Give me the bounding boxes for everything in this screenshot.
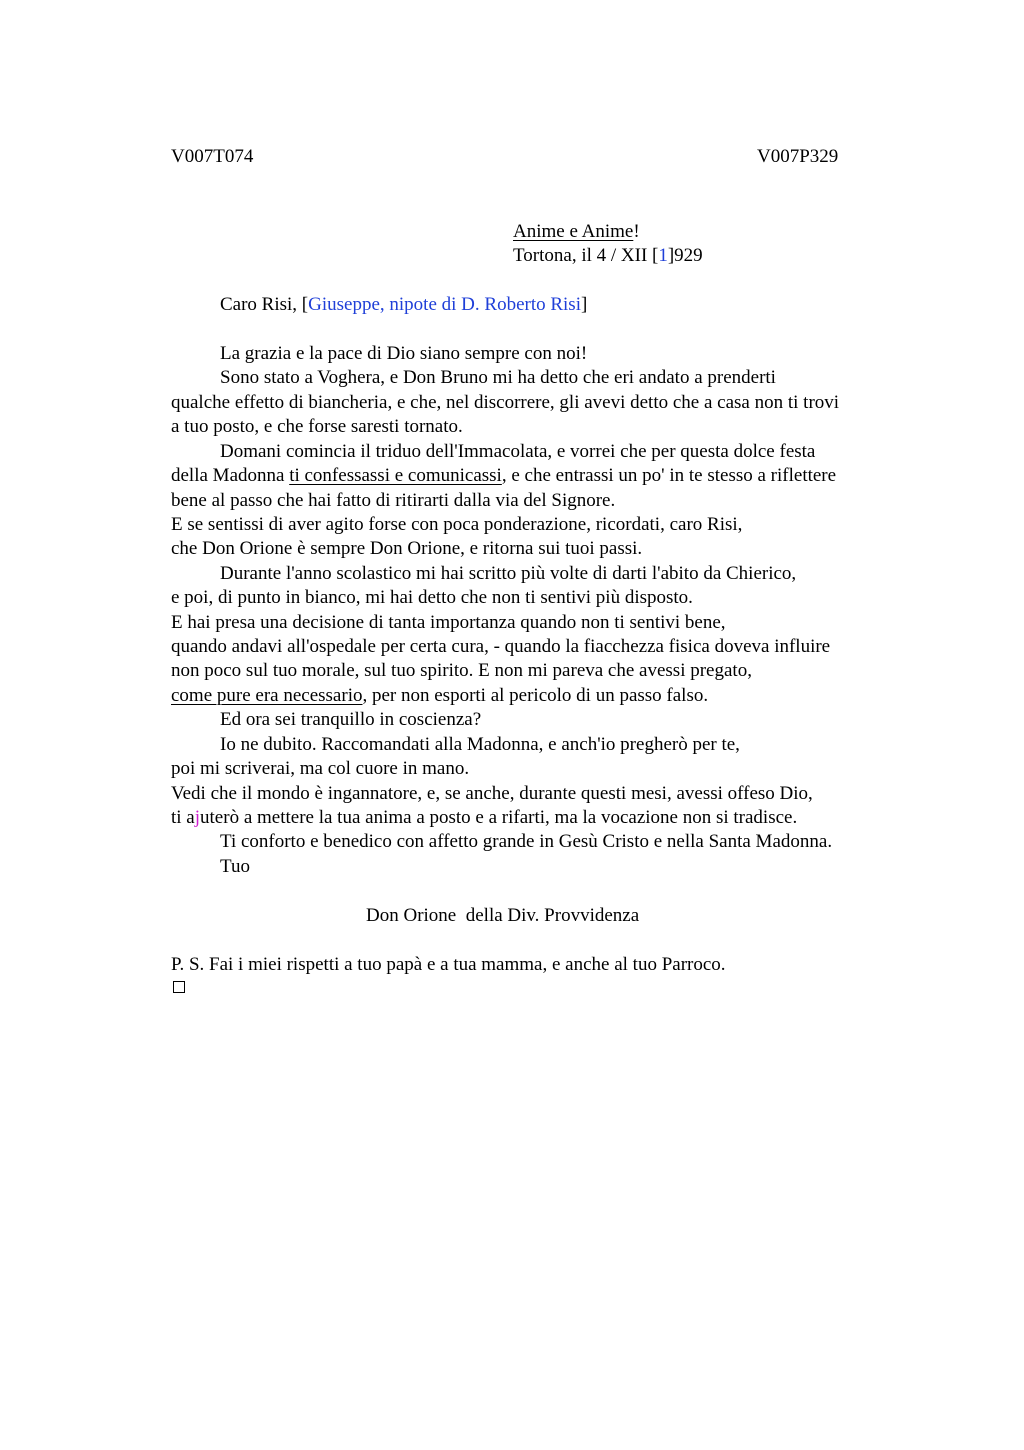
letter-title-mark: !	[633, 221, 640, 242]
body-line-6-end: , e che entrassi un po' in te stesso a riflettere	[501, 465, 837, 486]
body-line-6-start: della Madonna	[171, 465, 290, 486]
body-line-3: qualche effetto di biancheria, e che, nel discorrere, gli avevi detto che a casa non ti trovi	[171, 392, 840, 413]
body-line-15-end: , per non esporti al pericolo di un passo falso.	[362, 685, 709, 706]
postscript: P. S. Fai i miei rispetti a tuo papà e a tua mamma, e anche al tuo Parroco.	[171, 954, 726, 975]
body-line-12: E hai presa una decisione di tanta importanza quando non ti sentivi bene,	[171, 612, 726, 633]
signature: Don Orione della Div. Provvidenza	[366, 905, 640, 926]
body-line-18: poi mi scriverai, ma col cuore in mano.	[171, 758, 470, 779]
body-line-19: Vedi che il mondo è ingannatore, e, se anche, durante questi mesi, avessi offeso Dio,	[171, 783, 813, 804]
body-line-16: Ed ora sei tranquillo in coscienza?	[220, 709, 482, 730]
body-line-10: Durante l'anno scolastico mi hai scritto più volte di darti l'abito da Chierico,	[220, 563, 797, 584]
document-code-left: V007T074	[171, 146, 254, 167]
body-line-1: La grazia e la pace di Dio siano sempre con noi!	[220, 343, 588, 364]
body-line-20-end: uterò a mettere la tua anima a posto e a rifarti, ma la vocazione non si tradisce.	[200, 807, 798, 828]
body-line-9: che Don Orione è sempre Don Orione, e ritorna sui tuoi passi.	[171, 538, 643, 559]
body-line-8: E se sentissi di aver agito forse con poca ponderazione, ricordati, caro Risi,	[171, 514, 743, 535]
body-line-17: Io ne dubito. Raccomandati alla Madonna, e anch'io pregherò per te,	[220, 734, 740, 755]
checkbox-symbol-icon	[173, 981, 185, 993]
letter-title	[513, 220, 640, 244]
salutation	[220, 293, 587, 317]
body-line-14: non poco sul tuo morale, sul tuo spirito. E non mi pareva che avessi pregato,	[171, 660, 752, 681]
letter-title-text: Anime e Anime	[513, 221, 634, 242]
body-line-4: a tuo posto, e che forse saresti tornato.	[171, 416, 463, 437]
body-line-5: Domani comincia il triduo dell'Immacolata, e vorrei che per questa dolce festa	[220, 441, 816, 462]
body-line-22: Tuo	[220, 856, 250, 877]
body-line-2: Sono stato a Voghera, e Don Bruno mi ha detto che eri andato a prenderti	[220, 367, 776, 388]
body-line-6-underlined: ti confessassi e comunicassi	[289, 465, 502, 486]
body-line-21: Ti conforto e benedico con affetto grande in Gesù Cristo e nella Santa Madonna.	[220, 831, 833, 852]
salutation-editorial-note: Giuseppe, nipote di D. Roberto Risi	[308, 294, 581, 315]
letter-place-date	[513, 244, 703, 268]
body-line-6	[171, 464, 836, 488]
body-line-15-underlined: come pure era necessario	[171, 685, 363, 706]
place-date-suffix: ]929	[667, 245, 703, 266]
body-line-11: e poi, di punto in bianco, mi hai detto che non ti sentivi più disposto.	[171, 587, 693, 608]
body-line-20-correction: j	[194, 807, 201, 828]
body-line-13: quando andavi all'ospedale per certa cura, - quando la fiacchezza fisica doveva influire	[171, 636, 831, 657]
salutation-close: ]	[580, 294, 588, 315]
body-line-15	[171, 684, 708, 708]
place-date-editorial-digit: 1	[658, 245, 668, 266]
place-date-prefix: Tortona, il 4 / XII [	[513, 245, 659, 266]
body-line-20	[171, 806, 797, 830]
body-line-20-start: ti a	[171, 807, 195, 828]
body-line-7: bene al passo che hai fatto di ritirarti dalla via del Signore.	[171, 490, 616, 511]
salutation-text: Caro Risi, [	[220, 294, 309, 315]
document-code-right: V007P329	[757, 146, 839, 167]
